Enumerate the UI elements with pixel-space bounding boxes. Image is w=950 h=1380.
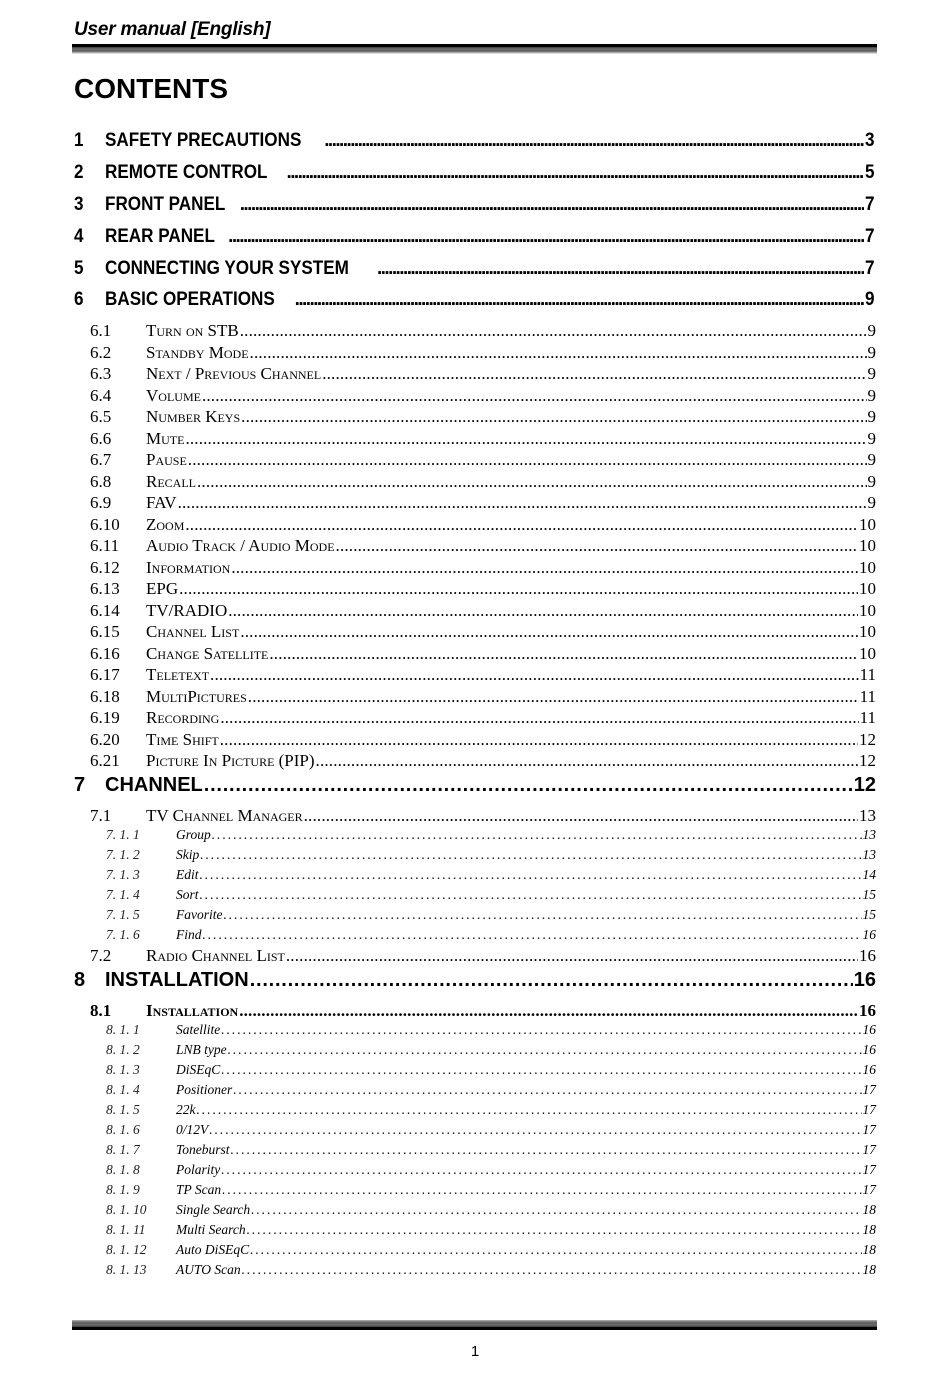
toc-entry[interactable] [90,622,876,643]
toc-entry-title[interactable]: Time Shift [146,730,219,749]
toc-entry-title[interactable]: Single Search [176,1202,251,1217]
toc-entry-page[interactable]: 9 [867,321,876,340]
toc-entry-page[interactable]: 16 [862,1062,876,1077]
toc-entry[interactable] [74,969,876,993]
toc-entry[interactable] [90,429,876,450]
toc-entry-number: 7. 1. 4 [106,887,140,902]
toc-entry-number: 7 [74,774,86,796]
toc-entry-title[interactable]: Change Satellite [146,644,269,663]
toc-entry-page[interactable]: 12 [853,774,876,796]
toc-entry[interactable] [106,1222,876,1242]
toc-entry-title[interactable]: Audio Track / Audio Mode [146,536,335,555]
dot-leader [188,450,867,470]
toc-entry-title[interactable]: Polarity [176,1162,221,1177]
toc-entry-number: 5 [74,258,84,279]
dot-leader [221,1062,861,1078]
toc-entry-number: 2 [74,162,84,183]
dot-leader [251,1202,861,1218]
toc-entry[interactable] [90,407,876,428]
toc-entry-title[interactable]: 22k [176,1102,196,1117]
dot-leader [210,665,859,685]
toc-entry-title[interactable]: Toneburst [176,1142,230,1157]
toc-entry[interactable] [90,343,876,364]
toc-entry-number: 6.11 [90,536,120,555]
toc-entry-number: 6.21 [90,751,120,770]
dot-leader [178,493,867,513]
toc-entry-number: 7. 1. 5 [106,907,140,922]
dot-leader [221,1022,861,1038]
dot-leader [304,806,858,826]
toc-entry-title[interactable]: Standby Mode [146,343,249,362]
toc-entry-page[interactable]: 9 [867,450,876,469]
toc-entry[interactable] [74,194,876,218]
toc-entry-title[interactable]: EPG [146,579,179,598]
dot-leader [197,472,867,492]
toc-entry-number: 6.9 [90,493,112,512]
toc-entry-page[interactable]: 3 [865,130,875,151]
toc-entry-title[interactable]: Volume [146,386,201,405]
toc-entry-page[interactable]: 9 [867,386,876,405]
toc-entry-page[interactable]: 13 [862,827,876,842]
toc-entry[interactable] [90,644,876,665]
toc-entry-title[interactable]: REMOTE CONTROL [105,162,268,183]
toc-entry-number: 8.1 [90,1001,112,1020]
toc-entry-title[interactable]: Radio Channel List [146,946,285,965]
toc-entry-number: 4 [74,226,84,247]
dot-leader [239,1001,858,1021]
toc-entry-title[interactable]: Group [176,827,211,842]
toc-entry[interactable] [106,827,876,847]
document-header-title: User manual [English] [74,19,271,40]
toc-entry-number: 8. 1. 9 [106,1182,140,1197]
toc-entry-number: 6.19 [90,708,120,727]
toc-entry-title[interactable]: CONNECTING YOUR SYSTEM [105,258,349,279]
toc-entry[interactable] [90,558,876,579]
toc-entry-title[interactable]: 0/12V [176,1122,209,1137]
toc-entry-title[interactable]: Auto DiSEqC [176,1242,250,1257]
dot-leader [228,1042,862,1058]
toc-entry-title[interactable]: Pause [146,450,187,469]
toc-entry-page[interactable]: 18 [862,1242,876,1257]
toc-entry-number: 8. 1. 4 [106,1082,140,1097]
toc-entry-page[interactable]: 15 [862,887,876,902]
toc-entry-number: 6.2 [90,343,112,362]
dot-leader [316,751,858,771]
toc-entry[interactable] [90,321,876,342]
toc-entry-title[interactable]: TP Scan [176,1182,222,1197]
dot-leader [240,194,865,216]
toc-entry[interactable] [106,887,876,907]
toc-entry-number: 6.6 [90,429,112,448]
toc-entry-title[interactable]: Edit [176,867,199,882]
toc-entry-title[interactable]: FRONT PANEL [105,194,226,215]
toc-entry-page[interactable]: 11 [859,665,876,684]
toc-entry-title[interactable]: Turn on STB [146,321,239,340]
toc-entry-page[interactable]: 12 [859,751,876,770]
toc-entry-page[interactable]: 10 [859,515,876,534]
toc-entry-page[interactable]: 9 [867,493,876,512]
footer-rule [72,1320,877,1330]
toc-entry-number: 8. 1. 11 [106,1222,146,1237]
toc-entry-page[interactable]: 5 [865,162,875,183]
toc-entry-page[interactable]: 9 [867,407,876,426]
toc-entry-page[interactable]: 9 [865,289,875,310]
toc-entry-number: 7. 1. 1 [106,827,140,842]
toc-entry[interactable] [74,289,876,313]
toc-entry-number: 6.5 [90,407,112,426]
toc-entry-number: 6.13 [90,579,120,598]
toc-entry-title[interactable]: Picture In Picture (PIP) [146,751,315,770]
dot-leader [233,1082,861,1098]
toc-entry-page[interactable]: 10 [859,579,876,598]
dot-leader [224,907,862,923]
dot-leader [286,946,858,966]
toc-entry-number: 1 [74,130,84,151]
toc-entry-title[interactable]: FAV [146,493,177,512]
dot-leader [202,386,867,406]
toc-entry-number: 6.15 [90,622,120,641]
toc-entry[interactable] [90,1001,876,1022]
dot-leader [200,867,862,883]
toc-entry-number: 8. 1. 5 [106,1102,140,1117]
dot-leader [241,407,866,427]
toc-entry-page[interactable]: 18 [862,1222,876,1237]
toc-entry[interactable] [106,1022,876,1042]
toc-entry[interactable] [90,472,876,493]
toc-entry[interactable] [90,665,876,686]
dot-leader [204,774,853,797]
toc-entry-number: 7. 1. 2 [106,847,140,862]
toc-entry-page[interactable]: 11 [859,708,876,727]
toc-entry-title[interactable]: LNB type [176,1042,227,1057]
toc-entry[interactable] [106,1142,876,1162]
toc-entry-page[interactable]: 18 [862,1262,876,1277]
toc-entry-page[interactable]: 9 [867,472,876,491]
dot-leader [248,687,859,707]
toc-entry-title[interactable]: Favorite [176,907,223,922]
toc-entry-page[interactable]: 17 [862,1082,876,1097]
toc-entry[interactable] [74,130,876,154]
dot-leader [242,1262,862,1278]
toc-entry-number: 7. 1. 3 [106,867,140,882]
dot-leader [231,1142,862,1158]
toc-entry[interactable] [90,386,876,407]
page-title: CONTENTS [74,73,228,104]
toc-entry[interactable] [90,515,876,536]
dot-leader [240,321,867,341]
toc-entry-page[interactable]: 7 [865,226,875,247]
toc-entry[interactable] [106,1262,876,1282]
toc-entry-page[interactable]: 10 [859,536,876,555]
toc-entry-page[interactable]: 10 [859,558,876,577]
toc-entry-page[interactable]: 12 [859,730,876,749]
toc-entry[interactable] [106,1042,876,1062]
toc-entry[interactable] [90,364,876,385]
dot-leader [228,226,864,248]
toc-entry-number: 3 [74,194,84,215]
toc-entry-number: 6.16 [90,644,120,663]
toc-entry[interactable] [90,806,876,827]
dot-leader [220,708,858,728]
toc-entry-title[interactable]: Recording [146,708,220,727]
dot-leader [231,558,858,578]
toc-entry-number: 8. 1. 10 [106,1202,147,1217]
toc-entry-title[interactable]: Sort [176,887,199,902]
toc-entry-number: 8. 1. 13 [106,1262,147,1277]
toc-entry[interactable] [106,1202,876,1222]
toc-entry-page[interactable]: 16 [862,927,876,942]
toc-entry-number: 7.1 [90,806,112,825]
toc-entry-title[interactable]: TV Channel Manager [146,806,303,825]
toc-entry-page[interactable]: 9 [867,364,876,383]
dot-leader [324,130,864,152]
toc-entry[interactable] [90,946,876,967]
page-number: 1 [470,1343,480,1360]
toc-entry-title[interactable]: CHANNEL [105,774,203,796]
toc-entry-page[interactable]: 17 [862,1142,876,1157]
dot-leader [240,622,858,642]
toc-entry-number: 8. 1. 12 [106,1242,147,1257]
toc-entry[interactable] [90,730,876,751]
toc-entry-number: 8. 1. 8 [106,1162,140,1177]
toc-entry[interactable] [74,162,876,186]
toc-entry-number: 6.18 [90,687,120,706]
dot-leader [336,536,858,556]
toc-entry[interactable] [74,774,876,798]
toc-entry-page[interactable]: 13 [859,806,876,825]
toc-entry-title[interactable]: SAFETY PRECAUTIONS [105,130,302,151]
toc-entry-number: 8. 1. 2 [106,1042,140,1057]
toc-entry[interactable] [90,536,876,557]
toc-entry-page[interactable]: 16 [862,1022,876,1037]
dot-leader [185,429,866,449]
toc-entry[interactable] [106,907,876,927]
toc-entry-title[interactable]: Satellite [176,1022,221,1037]
toc-entry[interactable] [90,708,876,729]
toc-entry-page[interactable]: 7 [865,194,875,215]
toc-entry-number: 6.20 [90,730,120,749]
toc-entry[interactable] [106,847,876,867]
toc-entry-title[interactable]: BASIC OPERATIONS [105,289,275,310]
dot-leader [287,162,865,184]
toc-entry[interactable] [90,579,876,600]
toc-entry[interactable] [106,1082,876,1102]
dot-leader [322,364,866,384]
toc-entry-title[interactable]: Next / Previous Channel [146,364,322,383]
toc-entry[interactable] [90,601,876,622]
toc-entry-title[interactable]: DiSEqC [176,1062,221,1077]
toc-entry[interactable] [106,927,876,947]
toc-entry[interactable] [106,1182,876,1202]
toc-entry[interactable] [74,258,876,282]
header-rule [72,44,877,54]
toc-entry-title[interactable]: REAR PANEL [105,226,215,247]
toc-entry[interactable] [106,1162,876,1182]
dot-leader [203,927,862,943]
toc-entry[interactable] [74,226,876,250]
dot-leader [220,730,858,750]
toc-entry-title[interactable]: Channel List [146,622,240,641]
toc-entry-number: 8. 1. 3 [106,1062,140,1077]
dot-leader [250,969,853,992]
toc-entry-title[interactable]: Skip [176,847,200,862]
dot-leader [377,258,864,280]
toc-entry[interactable] [106,1102,876,1122]
toc-entry-page[interactable]: 18 [862,1202,876,1217]
toc-entry-number: 8 [74,969,86,991]
toc-entry[interactable] [90,687,876,708]
toc-entry-number: 6.7 [90,450,112,469]
toc-entry[interactable] [90,493,876,514]
toc-entry-page[interactable]: 14 [862,867,876,882]
toc-entry-number: 6.1 [90,321,112,340]
dot-leader [197,1102,862,1118]
toc-entry-number: 6.3 [90,364,112,383]
toc-entry-page[interactable]: 10 [859,644,876,663]
toc-entry[interactable] [90,450,876,471]
dot-leader [247,1222,862,1238]
toc-entry-title[interactable]: Positioner [176,1082,233,1097]
dot-leader [221,1162,861,1178]
toc-entry-number: 7.2 [90,946,112,965]
toc-entry-number: 7. 1. 6 [106,927,140,942]
toc-entry-number: 8. 1. 1 [106,1022,140,1037]
toc-entry-title[interactable]: Mute [146,429,185,448]
toc-entry-number: 6.17 [90,665,120,684]
toc-entry-number: 6.8 [90,472,112,491]
toc-entry-number: 6.4 [90,386,112,405]
dot-leader [222,1182,861,1198]
toc-entry-page[interactable]: 16 [862,1042,876,1057]
toc-entry-title[interactable]: Zoom [146,515,185,534]
toc-entry-number: 8. 1. 7 [106,1142,140,1157]
dot-leader [250,1242,861,1258]
toc-entry-title[interactable]: Recall [146,472,196,491]
dot-leader [200,887,862,903]
dot-leader [185,515,858,535]
dot-leader [269,644,858,664]
toc-entry[interactable] [106,1242,876,1262]
toc-entry-page[interactable]: 16 [853,969,876,991]
toc-entry-page[interactable]: 16 [859,1001,876,1020]
toc-entry-page[interactable]: 13 [862,847,876,862]
toc-entry-title[interactable]: Find [176,927,202,942]
dot-leader [250,343,867,363]
toc-entry[interactable] [106,1062,876,1082]
toc-entry[interactable] [106,867,876,887]
toc-entry-title[interactable]: Number Keys [146,407,241,426]
toc-entry-page[interactable]: 15 [862,907,876,922]
toc-entry-page[interactable]: 16 [859,946,876,965]
toc-entry-page[interactable]: 7 [865,258,875,279]
dot-leader [212,827,862,843]
dot-leader [209,1122,861,1138]
toc-entry-number: 6.10 [90,515,120,534]
toc-entry-number: 6.12 [90,558,120,577]
toc-entry-title[interactable]: INSTALLATION [105,969,249,991]
toc-entry-page[interactable]: 10 [859,622,876,641]
toc-entry-title[interactable]: Information [146,558,231,577]
toc-entry-page[interactable]: 11 [859,687,876,706]
toc-entry-number: 8. 1. 6 [106,1122,140,1137]
toc-entry-title[interactable]: Teletext [146,665,210,684]
toc-entry-number: 6 [74,289,84,310]
toc-entry-page[interactable]: 17 [862,1122,876,1137]
toc-entry[interactable] [106,1122,876,1142]
toc-entry-title[interactable]: MultiPictures [146,687,247,706]
toc-entry-page[interactable]: 17 [862,1182,876,1197]
toc-entry-title[interactable]: Installation [146,1001,239,1020]
toc-entry-page[interactable]: 17 [862,1162,876,1177]
toc-entry-page[interactable]: 10 [859,601,876,620]
toc-entry[interactable] [90,751,876,772]
toc-entry-title[interactable]: TV/RADIO [146,601,228,620]
toc-entry-page[interactable]: 9 [867,429,876,448]
toc-entry-title[interactable]: AUTO Scan [176,1262,241,1277]
toc-entry-page[interactable]: 9 [867,343,876,362]
toc-entry-page[interactable]: 17 [862,1102,876,1117]
toc-entry-number: 6.14 [90,601,120,620]
dot-leader [295,289,865,311]
dot-leader [200,847,861,863]
dot-leader [179,579,858,599]
toc-entry-title[interactable]: Multi Search [176,1222,246,1237]
dot-leader [228,601,858,621]
